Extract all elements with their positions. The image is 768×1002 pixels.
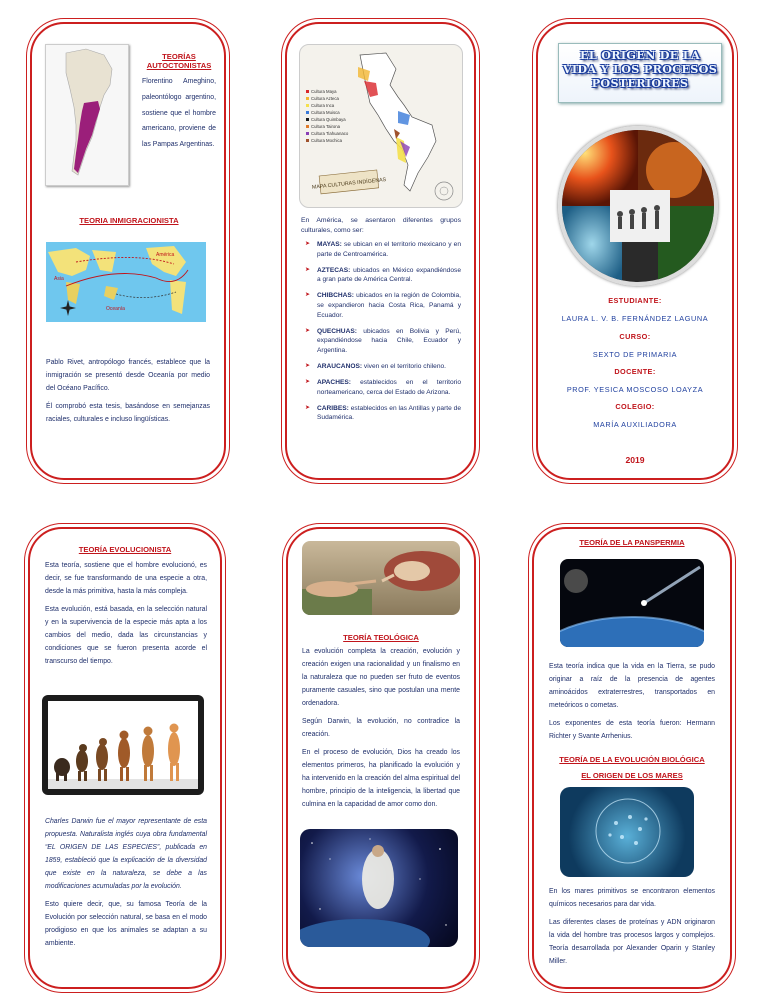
culture-name: QUECHUAS: <box>317 327 357 335</box>
culture-text: establecidos en el territorio norteamericano, cerca del Estado de Arizona. <box>317 379 461 396</box>
text-panspermia-p2: Los exponentes de esta teoría fueron: Hermann Richter y Svante Arrhenius. <box>549 720 715 740</box>
text-teologica-p2: Según Darwin, la evolución, no contradice la creación. <box>302 718 460 738</box>
heading-evolucion-biologica: TEORÍA DE LA EVOLUCIÓN BIOLÓGICA <box>559 755 705 764</box>
cosmic-creation-image <box>300 829 458 947</box>
legend-item: Cultura Tairona <box>311 124 341 129</box>
culture-name: APACHES: <box>317 379 351 387</box>
label-curso: CURSO: <box>619 332 651 341</box>
text-teologica <box>302 645 460 816</box>
culture-name: MAYAS: <box>317 241 342 248</box>
list-item <box>305 362 461 372</box>
text-autoctonistas: Florentino Ameghino, paleontólogo argentino, sostiene que el hombre americano, proviene de las Pampas Argentinas. <box>142 78 216 149</box>
heading-autoctonistas: TEORÍAS AUTOCTONISTAS <box>146 52 212 70</box>
culture-text: ubicados en la región de Colombia, se expandieron hacia Costa Rica, Panamá y Ecuador. <box>317 292 461 319</box>
heading-teologica: TEORÍA TEOLÓGICA <box>343 633 419 642</box>
evolution-collage-image <box>558 126 718 286</box>
creation-of-adam-image <box>302 541 460 615</box>
panel-cover <box>536 22 734 480</box>
map-label-asia: Asia <box>54 276 64 282</box>
list-item <box>305 291 461 320</box>
text-evolucionista-bottom <box>45 815 207 955</box>
legend-item: Cultura Muisca <box>311 110 340 115</box>
text-inmigracion <box>46 356 210 431</box>
cultures-list <box>305 240 461 429</box>
comet-earth-image <box>560 559 704 647</box>
text-teologica-p3: En el proceso de evolución, Dios ha creado los elementos primeros, ha planificado la evolución y ha intervenido en la creación del alma espiritual del hombre, principio de la inteligencia, la libertad que culmina en la capacidad de amor como don. <box>302 749 460 808</box>
year: 2019 <box>625 455 645 465</box>
text-evolucionista-p4: Esto quiere decir, que, su famosa Teoría de la Evolución por selección natural, se basa en el modo prodigioso en que los animales se adaptan a su ambiente. <box>45 901 207 947</box>
text-panspermia <box>549 660 715 748</box>
label-estudiante: ESTUDIANTE: <box>608 296 662 305</box>
cover-title-box <box>558 43 722 103</box>
text-evolucionista-top <box>45 559 207 673</box>
legend-item: Cultura Quimbaya <box>311 117 346 122</box>
text-inmigracion-p2: Él comprobó esta tesis, basándose en semejanzas raciales, culturales e incluso lingüísticas. <box>46 403 210 423</box>
map-title: MAPA CULTURAS INDÍGENAS <box>311 177 387 191</box>
value-docente: PROF. YESICA MOSCOSO LOAYZA <box>566 385 704 394</box>
culture-text: ubicados en México expandiéndose a gran parte de América Central. <box>317 266 461 284</box>
legend-item: Cultura Tiahuanaco <box>311 131 349 136</box>
cover-title-line: VIDA Y LOS PROCESOS <box>562 62 718 76</box>
culture-name: ARAUCANOS: <box>317 362 363 370</box>
legend-item: Cultura Azteca <box>311 96 339 101</box>
map-label-america: América <box>156 252 175 258</box>
culture-text: se ubican en el territorio mexicano y en parte de Centroamérica. <box>317 241 461 258</box>
value-curso: SEXTO DE PRIMARIA <box>592 350 678 359</box>
legend-item: Cultura Mochica <box>311 138 343 143</box>
list-item <box>305 240 461 259</box>
list-item <box>305 378 461 397</box>
label-docente: DOCENTE: <box>614 367 656 376</box>
cover-title-line: POSTERIORES <box>591 76 689 90</box>
text-panspermia-p1: Esta teoría indica que la vida en la Tierra, se pudo originar a raíz de la presencia de agentes aminoácidos extraterrestres, transportados en meteóricos o cometas. <box>549 663 715 709</box>
text-mares-p2: Las diferentes clases de proteínas y ADN originaron la vida del hombre tras procesos largos y complejos. Teoría desarrollada por Alexander Oparin y Stanley Miller. <box>549 919 715 965</box>
text-teologica-p1: La evolución completa la creación, evolución y creación exigen una racionalidad y un finalismo en la naturaleza que no pueden ser fruto de eventos puramente casuales, sino que postulan una mente ordenadora. <box>302 648 460 707</box>
culture-name: CHIBCHAS: <box>317 292 354 300</box>
list-item <box>305 266 461 285</box>
culture-text: ubicados en Bolivia y Perú, expandiéndose hacia Chile, Ecuador y Argentina. <box>317 327 461 354</box>
culture-text: viven en el territorio chileno. <box>362 362 446 370</box>
panel-evolucionista <box>28 527 222 989</box>
heading-inmigracionista: TEORIA INMIGRACIONISTA <box>79 216 179 225</box>
text-culturas-intro: En América, se asentaron diferentes grupos culturales, como ser: <box>301 217 461 234</box>
heading-panspermia: TEORÍA DE LA PANSPERMIA <box>579 538 685 547</box>
human-evolution-image <box>42 695 204 795</box>
heading-origen-mares: EL ORIGEN DE LOS MARES <box>581 771 683 780</box>
text-evolucionista-p1: Esta teoría, sostiene que el hombre evolucionó, es decir, se fue transformando de una especie a otra, desde la más primitiva, hasta la más compleja. <box>45 562 207 595</box>
label-colegio: COLEGIO: <box>615 402 655 411</box>
panel-autoctonistas <box>30 22 226 480</box>
heading-evolucionista: TEORÍA EVOLUCIONISTA <box>78 545 172 554</box>
text-inmigracion-p1: Pablo Rivet, antropólogo francés, establece que la inmigración se presentó desde Oceanía por medio del Océano Pacífico. <box>46 359 210 392</box>
primordial-cell-image <box>560 787 694 877</box>
panel-panspermia <box>532 527 732 989</box>
cover-title <box>559 48 721 90</box>
map-label-oceania: Oceanía <box>106 306 125 312</box>
cover-title-line: EL ORIGEN DE LA <box>580 48 700 62</box>
migration-world-map-image <box>46 242 206 322</box>
legend-item: Cultura Inca <box>311 103 335 108</box>
text-evolucionista-p3: Charles Darwin fue el mayor representante de esta propuesta. Naturalista inglés cuya obra fundamental “EL ORIGEN DE LAS ESPECIES”, publicada en 1859, estableció que la explicación de la diversidad que existe en la naturaleza, se debe a las modificaciones acumuladas por la evolución. <box>45 818 207 890</box>
legend-item: Cultura Maya <box>311 89 337 94</box>
value-colegio: MARÍA AUXILIADORA <box>593 420 677 429</box>
text-evolucionista-p2: Esta evolución, está basada, en la selección natural y en la supervivencia de la especie más apta a los cambios del medio, dada las circunstancias y condiciones que se fueron presenta acorde el transcurso del tiempo. <box>45 606 207 665</box>
culture-name: AZTECAS: <box>317 266 351 274</box>
text-mares-p1: En los mares primitivos se encontraron elementos químicos necesarios para dar vida. <box>549 888 715 908</box>
list-item <box>305 404 461 423</box>
culture-name: CARIBES: <box>317 404 349 412</box>
panel-teologica <box>286 527 476 989</box>
indigenous-cultures-map-image <box>299 44 463 208</box>
culture-text: establecidos en las Antillas y parte de Sudamérica. <box>317 404 461 422</box>
value-estudiante: LAURA L. V. B. FERNÁNDEZ LAGUNA <box>561 314 709 323</box>
argentina-map-image <box>45 44 129 186</box>
list-item <box>305 327 461 356</box>
text-mares <box>549 885 715 973</box>
panel-culturas <box>285 22 476 480</box>
